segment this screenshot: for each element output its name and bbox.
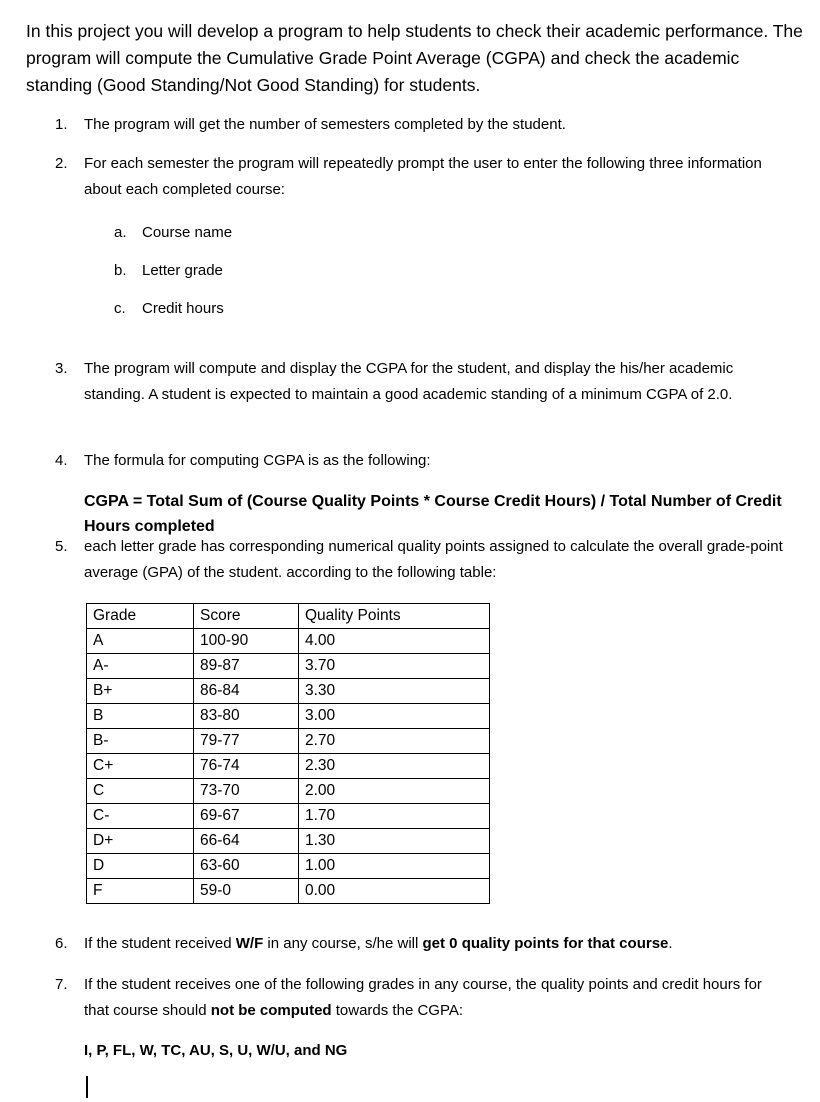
item-text: For each semester the program will repeatedly prompt the user to enter the following three information about each completed course: — [84, 155, 762, 198]
text-cursor[interactable] — [86, 1076, 88, 1098]
item-text: The program will compute and display the CGPA for the student, and display the his/her academic standing. A student is expected to maintain a good academic standing of a minimum CGPA of 2.0. — [84, 360, 734, 403]
table-cell: C — [87, 779, 194, 804]
item-text-bold: W/F — [235, 935, 264, 952]
table-header-cell: Quality Points — [299, 604, 490, 629]
table-row — [87, 829, 490, 854]
item-number: 2. — [55, 155, 68, 172]
table-cell: 2.00 — [299, 779, 490, 804]
table-cell: 3.70 — [299, 654, 490, 679]
table-cell: 4.00 — [299, 629, 490, 654]
table-header-cell: Grade — [87, 604, 194, 629]
table-cell: 76-74 — [194, 754, 299, 779]
item-number: 1. — [55, 116, 68, 133]
table-cell: A — [87, 629, 194, 654]
table-cell: 89-87 — [194, 654, 299, 679]
table-cell: C- — [87, 804, 194, 829]
table-row — [87, 704, 490, 729]
cgpa-formula: CGPA = Total Sum of (Course Quality Points * Course Credit Hours) / Total Number of Credit Hours completed — [84, 493, 782, 535]
item-text-part: in any course, s/he will — [263, 935, 423, 952]
item-number: 6. — [55, 935, 68, 952]
table-cell: 79-77 — [194, 729, 299, 754]
table-cell: 2.70 — [299, 729, 490, 754]
item-text-part: towards the CGPA: — [331, 1002, 464, 1019]
item-text — [84, 972, 774, 1024]
grade-table — [86, 603, 490, 904]
item-text: The formula for computing CGPA is as the following: — [84, 452, 431, 469]
item-text-bold: get 0 quality points for that course — [422, 935, 669, 952]
table-row — [87, 629, 490, 654]
table-cell: 63-60 — [194, 854, 299, 879]
table-header-cell: Score — [194, 604, 299, 629]
item-text-part: If the student received — [84, 935, 236, 952]
subitem-text: Credit hours — [142, 300, 224, 317]
table-row — [87, 679, 490, 704]
intro-paragraph: In this project you will develop a program to help students to check their academic performance. The program will compute the Cumulative Grade Point Average (CGPA) and check the academic standing (Good Standing/Not Good Standing) for students. — [26, 21, 803, 95]
table-cell: 2.30 — [299, 754, 490, 779]
item-text — [84, 931, 794, 957]
item-number: 5. — [55, 538, 68, 555]
subitem-text: Letter grade — [142, 262, 223, 279]
table-cell: 86-84 — [194, 679, 299, 704]
table-cell: F — [87, 879, 194, 904]
item-number: 4. — [55, 452, 68, 469]
table-cell: A- — [87, 654, 194, 679]
table-cell: 0.00 — [299, 879, 490, 904]
subitem-letter: a. — [114, 224, 127, 241]
item-number: 7. — [55, 976, 68, 993]
table-cell: 3.30 — [299, 679, 490, 704]
subitem-letter: b. — [114, 262, 127, 279]
table-cell: 73-70 — [194, 779, 299, 804]
table-cell: 100-90 — [194, 629, 299, 654]
table-row — [87, 654, 490, 679]
table-row — [87, 754, 490, 779]
table-cell: 66-64 — [194, 829, 299, 854]
subitem-letter: c. — [114, 300, 126, 317]
item-text-bold: not be computed — [210, 1002, 332, 1019]
table-row — [87, 804, 490, 829]
table-cell: D — [87, 854, 194, 879]
item-number: 3. — [55, 360, 68, 377]
table-cell: 1.70 — [299, 804, 490, 829]
table-row — [87, 729, 490, 754]
item-text-part: . — [668, 935, 673, 952]
table-cell: B- — [87, 729, 194, 754]
table-cell: C+ — [87, 754, 194, 779]
excluded-grades: I, P, FL, W, TC, AU, S, U, W/U, and NG — [84, 1042, 348, 1059]
table-cell: 83-80 — [194, 704, 299, 729]
table-header-row — [87, 604, 490, 629]
table-cell: 69-67 — [194, 804, 299, 829]
table-row — [87, 879, 490, 904]
table-cell: 1.00 — [299, 854, 490, 879]
table-row — [87, 854, 490, 879]
table-cell: 3.00 — [299, 704, 490, 729]
item-text-part: If the student receives one of the following grades in any course, the quality points and credit hours for that course should — [84, 976, 762, 1019]
table-cell: 1.30 — [299, 829, 490, 854]
table-cell: B+ — [87, 679, 194, 704]
item-text: each letter grade has corresponding numerical quality points assigned to calculate the overall grade-point average (GPA) of the student. according to the following table: — [84, 538, 783, 581]
subitem-text: Course name — [142, 224, 233, 241]
table-cell: B — [87, 704, 194, 729]
item-text: The program will get the number of semesters completed by the student. — [84, 116, 566, 133]
table-cell: 59-0 — [194, 879, 299, 904]
table-row — [87, 779, 490, 804]
table-cell: D+ — [87, 829, 194, 854]
